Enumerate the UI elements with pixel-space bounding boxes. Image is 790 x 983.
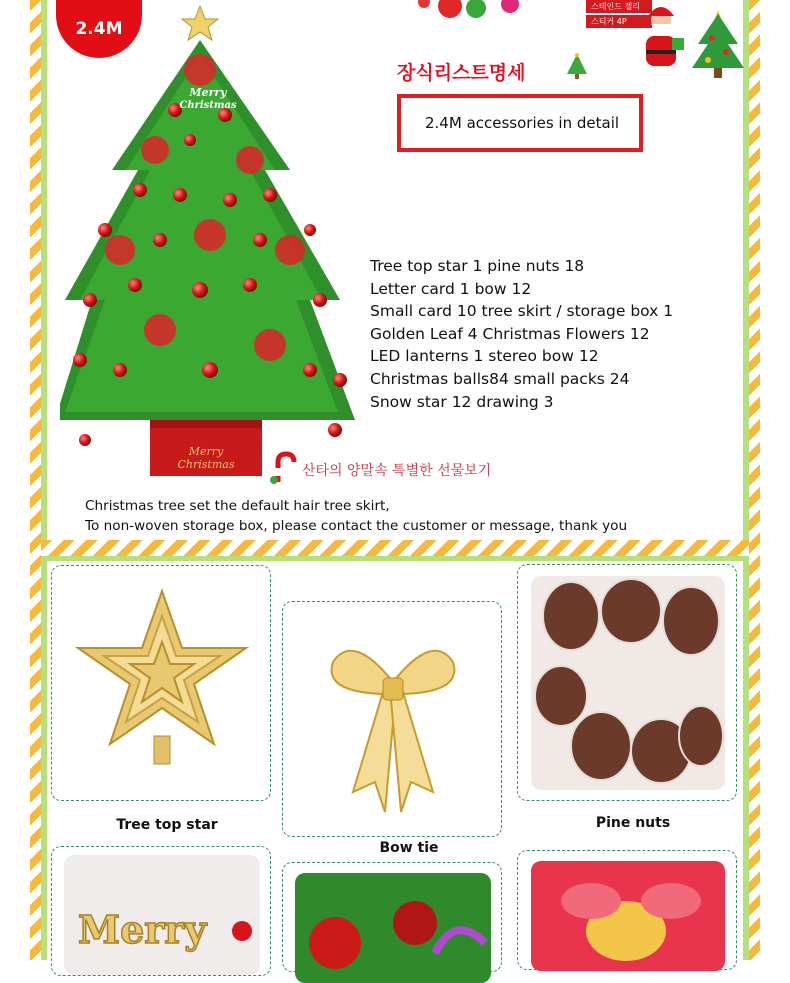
note-line: To non-woven storage box, please contact the customer or message, thank you xyxy=(85,518,628,534)
tree-sign-top: Merry xyxy=(189,86,227,99)
note-line: Christmas tree set the default hair tree skirt, xyxy=(85,498,390,514)
size-badge-label: 2.4M xyxy=(75,19,123,39)
accessories-title: 2.4M accessories in detail xyxy=(425,114,620,132)
tree-skirt-text-2: Christmas xyxy=(177,458,235,471)
candy-cane-icon xyxy=(268,450,298,484)
tree-sign-bottom: Christmas xyxy=(179,100,237,111)
sticker-label: 스테인드 젤리 xyxy=(586,0,652,13)
list-item: Snow star 12 drawing 3 xyxy=(370,392,554,411)
accessories-title-box xyxy=(397,94,643,152)
letter-card-text: Merry xyxy=(78,907,207,952)
product-card-pine-nuts xyxy=(517,564,737,801)
list-item: LED lanterns 1 stereo bow 12 xyxy=(370,347,599,366)
tree-top-star-icon xyxy=(182,6,218,40)
christmas-balls-image xyxy=(295,873,491,983)
ornament-balls-icon xyxy=(410,0,560,22)
bow-tie-image xyxy=(313,622,473,822)
product-card-christmas-balls xyxy=(282,862,502,972)
tree-top-star-image xyxy=(70,586,254,766)
letter-card-image xyxy=(64,855,260,975)
note-text xyxy=(85,496,627,536)
list-item: Tree top star 1 pine nuts 18 xyxy=(370,257,585,275)
candy-stripe-border-right xyxy=(749,0,760,960)
korean-heading: 장식리스트명세 xyxy=(397,62,526,84)
list-item: Letter card 1 bow 12 xyxy=(370,279,532,298)
section-divider-green xyxy=(41,556,749,561)
accessories-list xyxy=(370,255,673,413)
christmas-tree-icon xyxy=(688,2,748,80)
small-tree-icon xyxy=(565,52,589,80)
christmas-flowers-image xyxy=(531,861,725,971)
christmas-tree-image xyxy=(60,0,360,480)
product-card-bow-tie xyxy=(282,601,502,837)
product-card-tree-top-star xyxy=(51,565,271,801)
list-item: Small card 10 tree skirt / storage box 1 xyxy=(370,302,674,321)
product-card-letter-card xyxy=(51,846,271,976)
product-caption: Bow tie xyxy=(379,840,439,856)
candy-stripe-border-left xyxy=(30,0,41,960)
product-card-christmas-flowers xyxy=(517,850,737,970)
gift-link[interactable]: 산타의 양말속 특별한 선물보기 xyxy=(302,463,492,479)
list-item: Christmas balls84 small packs 24 xyxy=(370,369,630,388)
list-item: Golden Leaf 4 Christmas Flowers 12 xyxy=(370,324,650,343)
tree-skirt-text: Merry xyxy=(188,445,224,458)
green-border-left xyxy=(41,0,47,960)
pine-nuts-image xyxy=(531,576,725,790)
product-caption: Tree top star xyxy=(116,817,218,833)
section-divider-stripe xyxy=(41,540,749,556)
sticker-label: 스티커 4P xyxy=(586,15,652,28)
santa-icon xyxy=(636,6,686,76)
product-caption: Pine nuts xyxy=(595,815,671,831)
